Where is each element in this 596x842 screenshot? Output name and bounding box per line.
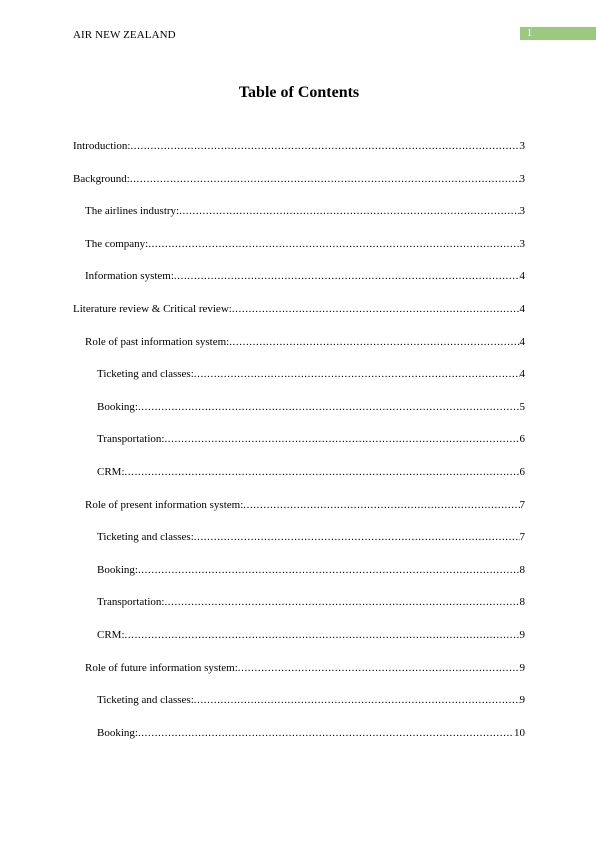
toc-entry-label: Ticketing and classes: — [97, 531, 194, 544]
toc-entry-present-ticketing[interactable] — [73, 528, 525, 561]
toc-entry-information-system[interactable] — [73, 267, 525, 300]
toc-entry-page: 4 — [519, 368, 525, 381]
toc-entry-label: Introduction: — [73, 140, 131, 152]
toc-entry-page: 3 — [519, 172, 525, 185]
toc-entry-page: 9 — [519, 661, 525, 674]
dot-leader — [164, 430, 519, 449]
dot-leader — [174, 267, 520, 286]
toc-entry-page: 4 — [519, 335, 525, 348]
page-number-badge — [520, 27, 596, 40]
dot-leader — [138, 561, 520, 580]
toc-entry-label: Background: — [73, 172, 130, 185]
dot-leader — [130, 170, 520, 189]
toc-entry-label: Transportation: — [97, 596, 165, 609]
toc-entry-present-booking[interactable] — [73, 561, 525, 594]
dot-leader — [229, 333, 519, 352]
toc-entry-page: 8 — [519, 563, 525, 576]
toc-entry-label: Information system: — [85, 270, 174, 283]
toc-entry-future-information-system[interactable] — [73, 659, 525, 692]
toc-entry-page: 5 — [519, 400, 525, 413]
dot-leader — [179, 202, 519, 221]
toc-entry-label: CRM: — [97, 628, 125, 641]
toc-entry-past-transportation[interactable] — [73, 430, 525, 463]
toc-entry-page: 7 — [519, 498, 525, 511]
table-of-contents — [73, 137, 525, 756]
toc-entry-label: Role of future information system: — [85, 661, 238, 674]
toc-entry-page: 6 — [519, 433, 525, 446]
toc-entry-label: Role of present information system: — [85, 498, 244, 511]
dot-leader — [125, 626, 520, 645]
dot-leader — [138, 724, 514, 743]
toc-entry-page: 4 — [519, 302, 525, 315]
toc-entry-past-booking[interactable] — [73, 398, 525, 431]
toc-entry-present-crm[interactable] — [73, 626, 525, 659]
dot-leader — [238, 659, 520, 678]
toc-entry-literature-review[interactable] — [73, 300, 525, 333]
toc-entry-page: 7 — [519, 531, 525, 544]
toc-entry-label: Booking: — [97, 726, 138, 739]
toc-entry-past-ticketing[interactable] — [73, 365, 525, 398]
toc-entry-page: 8 — [519, 596, 525, 609]
toc-entry-page: 10 — [514, 726, 525, 739]
dot-leader — [243, 496, 519, 515]
toc-entry-future-ticketing[interactable] — [73, 691, 525, 724]
toc-entry-label: Ticketing and classes: — [97, 368, 194, 381]
dot-leader — [138, 398, 520, 417]
toc-entry-page: 4 — [519, 270, 525, 283]
toc-entry-page: 3 — [519, 140, 525, 152]
toc-heading: Table of Contents — [238, 84, 360, 101]
toc-entry-present-transportation[interactable] — [73, 593, 525, 626]
dot-leader — [130, 137, 519, 156]
document-header-title: AIR NEW ZEALAND — [73, 29, 176, 41]
toc-entry-page: 3 — [519, 237, 525, 250]
dot-leader — [148, 235, 519, 254]
toc-entry-page: 3 — [519, 205, 525, 218]
dot-leader — [164, 593, 519, 612]
toc-entry-label: The company: — [85, 237, 149, 250]
toc-entry-page: 9 — [519, 628, 525, 641]
toc-entry-background[interactable] — [73, 170, 525, 203]
toc-entry-page: 6 — [519, 465, 525, 478]
toc-entry-past-crm[interactable] — [73, 463, 525, 496]
toc-entry-label: Ticketing and classes: — [97, 694, 194, 707]
toc-entry-page: 9 — [519, 694, 525, 707]
toc-entry-label: Role of past information system: — [85, 335, 230, 348]
dot-leader — [194, 691, 520, 710]
toc-entry-future-booking[interactable] — [73, 724, 525, 757]
toc-entry-label: CRM: — [97, 465, 125, 478]
page-number: 1 — [527, 28, 532, 39]
toc-entry-label: Booking: — [97, 563, 138, 576]
toc-entry-present-information-system[interactable] — [73, 496, 525, 529]
toc-entry-label: The airlines industry: — [85, 205, 180, 218]
toc-entry-introduction[interactable] — [73, 137, 525, 170]
dot-leader — [194, 528, 520, 547]
toc-entry-label: Literature review & Critical review: — [73, 302, 232, 315]
dot-leader — [232, 300, 520, 319]
dot-leader — [194, 365, 520, 384]
toc-entry-label: Transportation: — [97, 433, 165, 446]
toc-entry-past-information-system[interactable] — [73, 333, 525, 366]
toc-entry-airlines-industry[interactable] — [73, 202, 525, 235]
toc-entry-the-company[interactable] — [73, 235, 525, 268]
toc-entry-label: Booking: — [97, 400, 138, 413]
dot-leader — [125, 463, 520, 482]
